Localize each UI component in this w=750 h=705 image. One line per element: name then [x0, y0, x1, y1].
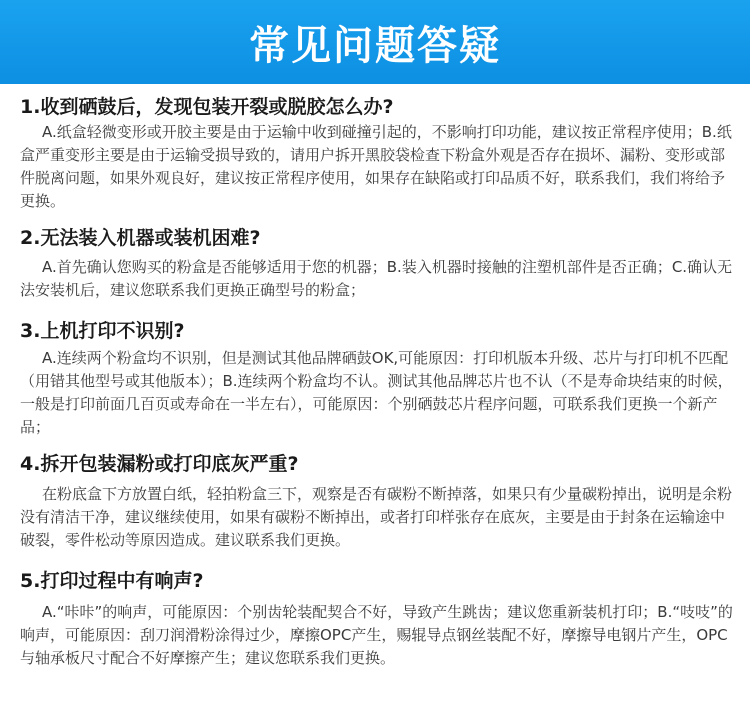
faq-answer: A.首先确认您购买的粉盒是否能够适用于您的机器；B.装入机器时接触的注塑机部件是否正确；C.确认无法安装机后，建议您联系我们更换正确型号的粉盒；: [20, 258, 733, 299]
faq-question: 5.打印过程中有响声?: [20, 570, 204, 592]
header-banner: [0, 0, 750, 84]
faq-answer: A.纸盒轻微变形或开胶主要是由于运输中收到碰撞引起的，不影响打印功能，建议按正常程序使用；B.纸盒严重变形主要是由于运输受损导致的，请用户拆开黑胶袋检查下粉盒外观是否存在损坏、漏粉、变形或部件脱离问题，如果外观良好，建议按正常程序使用，如果存在缺陷或打印品质不好，联系我们，我们将给予更换。: [20, 123, 732, 210]
faq-answer: A.“咔咔”的响声，可能原因：个别齿轮装配契合不好，导致产生跳齿；建议您重新装机打印；B.“吱吱”的响声，可能原因：刮刀润滑粉涂得过少，摩擦OPC产生，赐辊导点钢丝装配不好，摩擦导电钢片产生，OPC与轴承板尺寸配合不好摩擦产生；建议您联系我们更换。: [20, 603, 733, 667]
faq-question: 3.上机打印不识别?: [20, 320, 185, 342]
faq-answer: A.连续两个粉盒均不识别，但是测试其他品牌硒鼓OK,可能原因：打印机版本升级、芯片与打印机不匹配（用错其他型号或其他版本）；B.连续两个粉盒均不认。测试其他品牌芯片也不认（不是寿命块结束的时候，一般是打印前面几百页或寿命在一半左右），可能原因：个别硒鼓芯片程序问题，可联系我们更换一个新产品；: [20, 349, 733, 436]
page-title: 常见问题答疑: [249, 22, 501, 69]
faq-question: 1.收到硒鼓后，发现包装开裂或脱胶怎么办?: [20, 96, 394, 118]
faq-question: 2.无法装入机器或装机困难?: [20, 227, 261, 249]
faq-question: 4.拆开包装漏粉或打印底灰严重?: [20, 453, 299, 475]
faq-answer: 在粉底盒下方放置白纸，轻拍粉盒三下，观察是否有碳粉不断掉落，如果只有少量碳粉掉出，说明是余粉没有清洁干净，建议继续使用，如果有碳粉不断掉出，或者打印样张存在底灰，主要是由于封条在运输途中破裂，零件松动等原因造成。建议联系我们更换。: [20, 485, 733, 549]
